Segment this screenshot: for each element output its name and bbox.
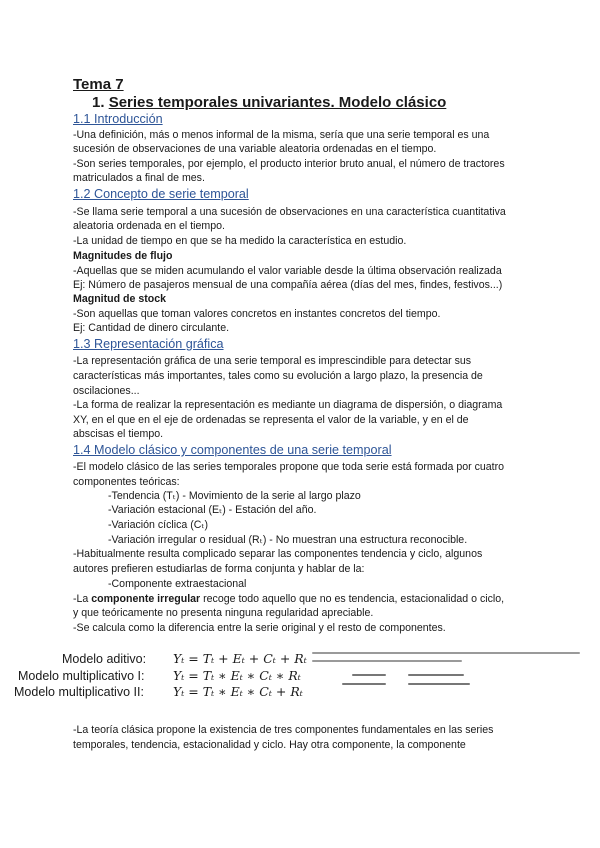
paragraph-line: -Habitualmente resulta complicado separar las componentes tendencia y ciclo, algunos [73,548,483,560]
paragraph-line: XY, en el que en el eje de ordenadas se representa el valor de la variable, y en el de [73,414,469,426]
paragraph-line: oscilaciones... [73,385,140,397]
paragraph-line: -Son aquellas que toman valores concretos en instantes concretos del tiempo. [73,308,441,320]
paragraph-line: -La representación gráfica de una serie temporal es imprescindible para detectar sus [73,355,472,367]
component-item: -Tendencia (Tₜ) - Movimiento de la serie al largo plazo [108,490,361,502]
subheading-flujo: Magnitudes de flujo [73,250,173,262]
formula-label: Modelo aditivo: [62,652,147,666]
formula-expression: Yₜ = Tₜ ∗ Eₜ ∗ Cₜ + Rₜ [173,684,303,699]
title-text: Series temporales univariantes. Modelo clásico [108,94,447,111]
title-number: 1. [92,94,105,111]
section-heading-concepto: 1.2 Concepto de serie temporal [73,187,249,201]
formula-label: Modelo multiplicativo I: [18,669,145,683]
section-heading-modelo: 1.4 Modelo clásico y componentes de una serie temporal [73,443,392,457]
section-heading-representacion: 1.3 Representación gráfica [73,337,224,351]
paragraph-line: -Son series temporales, por ejemplo, el producto interior bruto anual, el número de tractores [73,158,505,170]
paragraph-line: -Se calcula como la diferencia entre la serie original y el resto de componentes. [73,622,446,634]
component-item: -Variación irregular o residual (Rₜ) - No muestran una estructura reconocible. [108,534,468,546]
paragraph-line: Ej: Número de pasajeros mensual de una compañía aérea (días del mes, findes, festivos...) [73,279,503,291]
paragraph-line: -La teoría clásica propone la existencia de tres componentes fundamentales en las series [73,724,494,736]
paragraph-line: temporales, tendencia, estacionalidad y ciclo. Hay otra componente, la componente [73,739,466,751]
inline-bold-term: componente irregular [91,593,201,605]
paragraph-line: abscisas el tiempo. [73,428,164,440]
paragraph-line: matriculados a final de mes. [73,172,205,184]
inline-text: -La [73,593,92,605]
component-item: -Variación estacional (Eₜ) - Estación del año. [108,504,317,516]
paragraph-line: -La forma de realizar la representación es mediante un diagrama de dispersión, o diagrama [73,399,503,411]
paragraph-line: componentes teóricas: [73,476,180,488]
paragraph-line: y que teóricamente no presenta ninguna regularidad apreciable. [73,607,374,619]
paragraph-line: -Se llama serie temporal a una sucesión de observaciones en una característica cuantitativa [73,206,506,218]
paragraph-line: autores prefieren estudiarlas de forma conjunta y hablar de la: [73,563,365,575]
page-title [92,94,446,111]
component-item: -Componente extraestacional [108,578,247,590]
embedded-snippet-image [312,650,592,696]
formula-expression: Yₜ = Tₜ ∗ Eₜ ∗ Cₜ ∗ Rₜ [173,668,301,683]
paragraph-line: -Aquellas que se miden acumulando el valor variable desde la última observación realizada [73,265,502,277]
paragraph-line: características más importantes, tales como su evolución a largo plazo, la presencia de [73,370,483,382]
paragraph-line: aleatoria ordenada en el tiempo. [73,220,225,232]
component-item: -Variación cíclica (Cₜ) [108,519,209,531]
section-heading-intro: 1.1 Introducción [73,112,163,126]
tema-heading: Tema 7 [73,76,124,93]
paragraph-line [73,592,504,606]
formula-expression: Yₜ = Tₜ + Eₜ + Cₜ + Rₜ [173,651,307,666]
paragraph-line: -El modelo clásico de las series temporales propone que toda serie está formada por cuatro [73,461,505,473]
paragraph-line: -Una definición, más o menos informal de la misma, sería que una serie temporal es una [73,129,490,141]
paragraph-line: Ej: Cantidad de dinero circulante. [73,322,230,334]
formula-label: Modelo multiplicativo II: [14,685,144,699]
paragraph-line: sucesión de observaciones de una variable aleatoria ordenadas en el tiempo. [73,143,437,155]
subheading-stock: Magnitud de stock [73,293,166,305]
paragraph-line: -La unidad de tiempo en que se ha medido la característica en estudio. [73,235,407,247]
inline-text: recoge todo aquello que no es tendencia, estacionalidad o ciclo, [200,593,505,605]
